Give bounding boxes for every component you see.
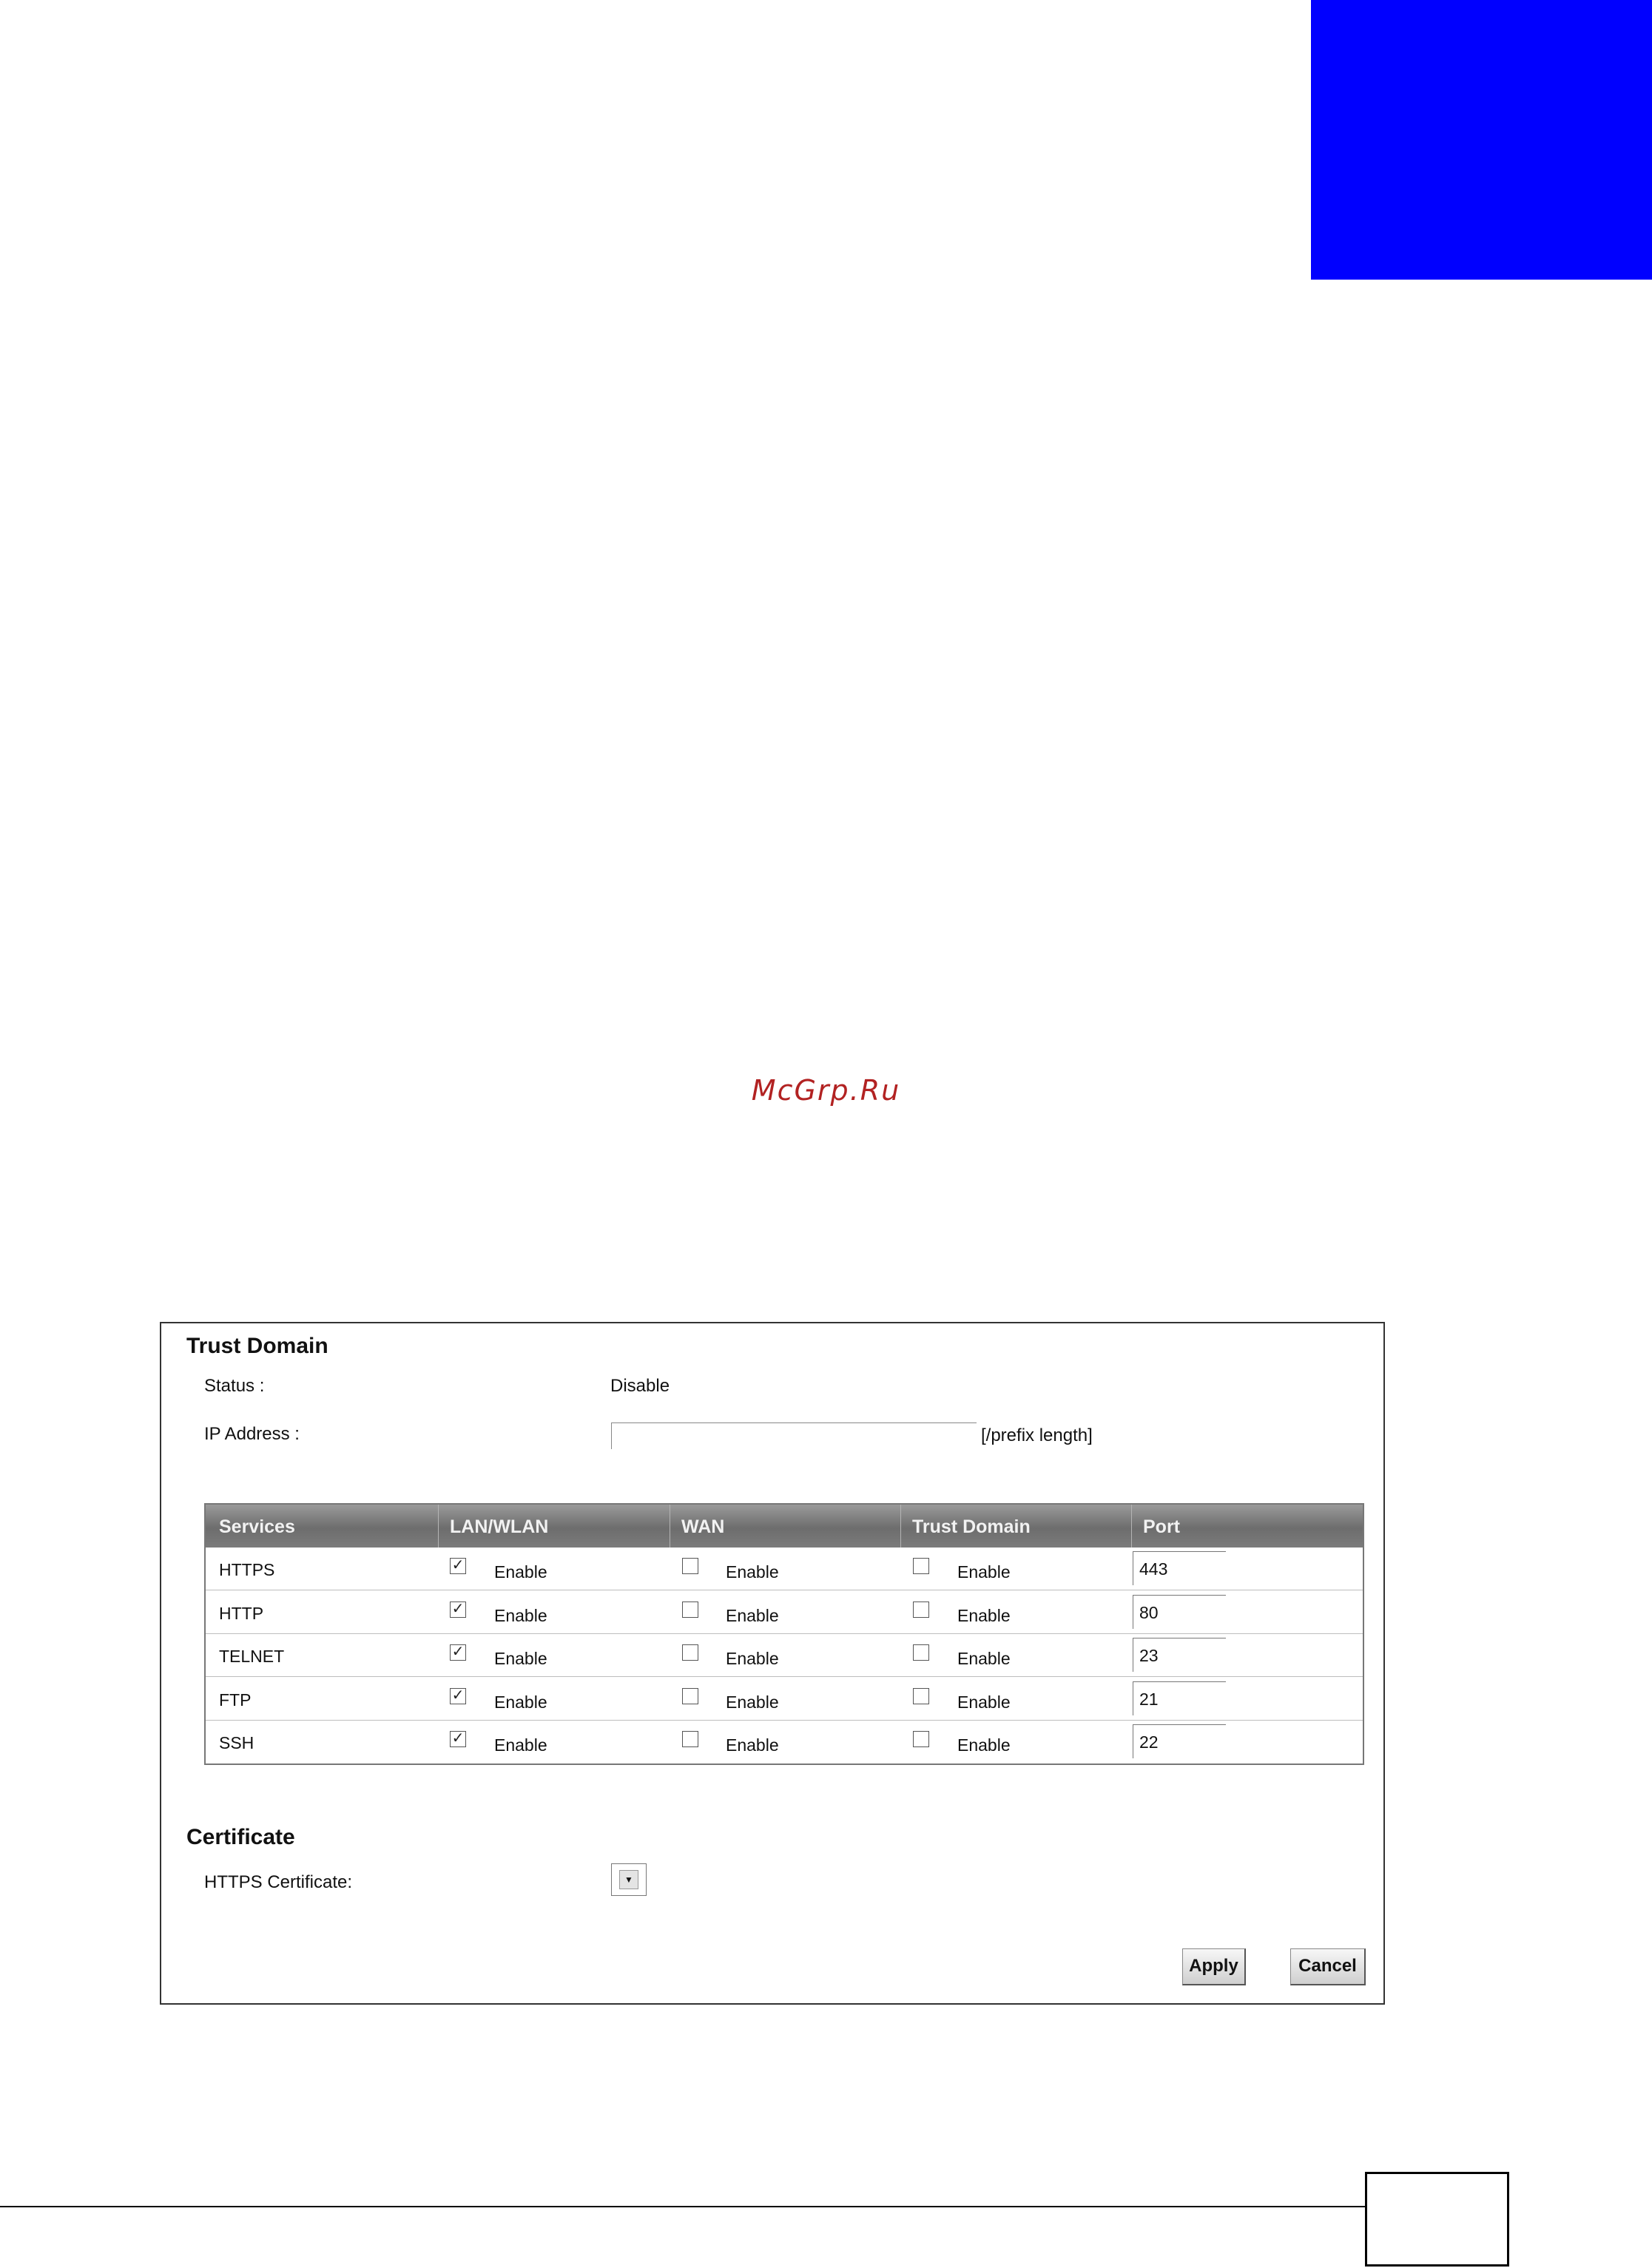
header-trust-domain: Trust Domain bbox=[912, 1516, 1031, 1537]
table-header bbox=[206, 1505, 1363, 1548]
table-row bbox=[206, 1548, 1363, 1590]
enable-label: Enable bbox=[494, 1692, 547, 1712]
service-name: HTTP bbox=[219, 1603, 264, 1623]
port-input[interactable]: 21 bbox=[1133, 1681, 1226, 1715]
enable-label: Enable bbox=[494, 1562, 547, 1582]
enable-label: Enable bbox=[494, 1735, 547, 1755]
apply-button[interactable]: Apply bbox=[1182, 1948, 1246, 1985]
enable-label: Enable bbox=[726, 1649, 779, 1668]
service-name: HTTPS bbox=[219, 1560, 275, 1579]
enable-label: Enable bbox=[957, 1692, 1011, 1712]
https-certificate-label: HTTPS Certificate: bbox=[204, 1872, 353, 1892]
enable-label: Enable bbox=[494, 1649, 547, 1668]
lan-wlan-enable-checkbox[interactable]: ✓ bbox=[450, 1688, 466, 1704]
service-name: FTP bbox=[219, 1690, 252, 1710]
enable-label: Enable bbox=[726, 1735, 779, 1755]
service-name: TELNET bbox=[219, 1647, 285, 1666]
status-label: Status : bbox=[204, 1376, 265, 1396]
status-value: Disable bbox=[610, 1376, 670, 1396]
lan-wlan-enable-checkbox[interactable]: ✓ bbox=[450, 1644, 466, 1661]
header-port: Port bbox=[1143, 1516, 1180, 1537]
remote-mgmt-panel bbox=[160, 1322, 1385, 2005]
table-row bbox=[206, 1721, 1363, 1764]
footer-rule bbox=[0, 2206, 1365, 2207]
trust-domain-title: Trust Domain bbox=[186, 1334, 328, 1358]
enable-label: Enable bbox=[957, 1649, 1011, 1668]
column-divider bbox=[438, 1505, 439, 1548]
port-input[interactable]: 443 bbox=[1133, 1551, 1226, 1585]
services-table bbox=[204, 1503, 1364, 1765]
ip-address-input[interactable] bbox=[611, 1422, 977, 1449]
chevron-down-icon[interactable]: ▼ bbox=[619, 1870, 638, 1889]
wan-enable-checkbox[interactable] bbox=[682, 1731, 698, 1747]
enable-label: Enable bbox=[726, 1605, 779, 1625]
port-input[interactable]: 80 bbox=[1133, 1595, 1226, 1629]
watermark: McGrp.Ru bbox=[751, 1074, 901, 1107]
column-divider bbox=[1131, 1505, 1132, 1548]
ip-address-label: IP Address : bbox=[204, 1424, 300, 1444]
trust-domain-enable-checkbox[interactable] bbox=[913, 1602, 929, 1618]
enable-label: Enable bbox=[957, 1735, 1011, 1755]
enable-label: Enable bbox=[494, 1605, 547, 1625]
trust-domain-enable-checkbox[interactable] bbox=[913, 1644, 929, 1661]
wan-enable-checkbox[interactable] bbox=[682, 1644, 698, 1661]
lan-wlan-enable-checkbox[interactable]: ✓ bbox=[450, 1731, 466, 1747]
lan-wlan-enable-checkbox[interactable]: ✓ bbox=[450, 1558, 466, 1574]
table-row bbox=[206, 1634, 1363, 1677]
enable-label: Enable bbox=[957, 1605, 1011, 1625]
cancel-button[interactable]: Cancel bbox=[1290, 1948, 1366, 1985]
enable-label: Enable bbox=[726, 1692, 779, 1712]
wan-enable-checkbox[interactable] bbox=[682, 1602, 698, 1618]
header-wan: WAN bbox=[681, 1516, 725, 1537]
header-services: Services bbox=[219, 1516, 295, 1537]
table-row bbox=[206, 1591, 1363, 1634]
enable-label: Enable bbox=[957, 1562, 1011, 1582]
trust-domain-enable-checkbox[interactable] bbox=[913, 1558, 929, 1574]
table-row bbox=[206, 1678, 1363, 1721]
trust-domain-enable-checkbox[interactable] bbox=[913, 1731, 929, 1747]
lan-wlan-enable-checkbox[interactable]: ✓ bbox=[450, 1602, 466, 1618]
header-lan-wlan: LAN/WLAN bbox=[450, 1516, 549, 1537]
certificate-title: Certificate bbox=[186, 1825, 295, 1849]
port-input[interactable]: 22 bbox=[1133, 1724, 1226, 1758]
service-name: SSH bbox=[219, 1733, 254, 1752]
wan-enable-checkbox[interactable] bbox=[682, 1688, 698, 1704]
prefix-length-label: [/prefix length] bbox=[981, 1425, 1093, 1445]
page-number-box bbox=[1365, 2172, 1509, 2267]
wan-enable-checkbox[interactable] bbox=[682, 1558, 698, 1574]
trust-domain-enable-checkbox[interactable] bbox=[913, 1688, 929, 1704]
https-certificate-select[interactable] bbox=[611, 1863, 647, 1896]
enable-label: Enable bbox=[726, 1562, 779, 1582]
port-input[interactable]: 23 bbox=[1133, 1638, 1226, 1672]
column-divider bbox=[900, 1505, 901, 1548]
chapter-tab bbox=[1311, 0, 1652, 280]
